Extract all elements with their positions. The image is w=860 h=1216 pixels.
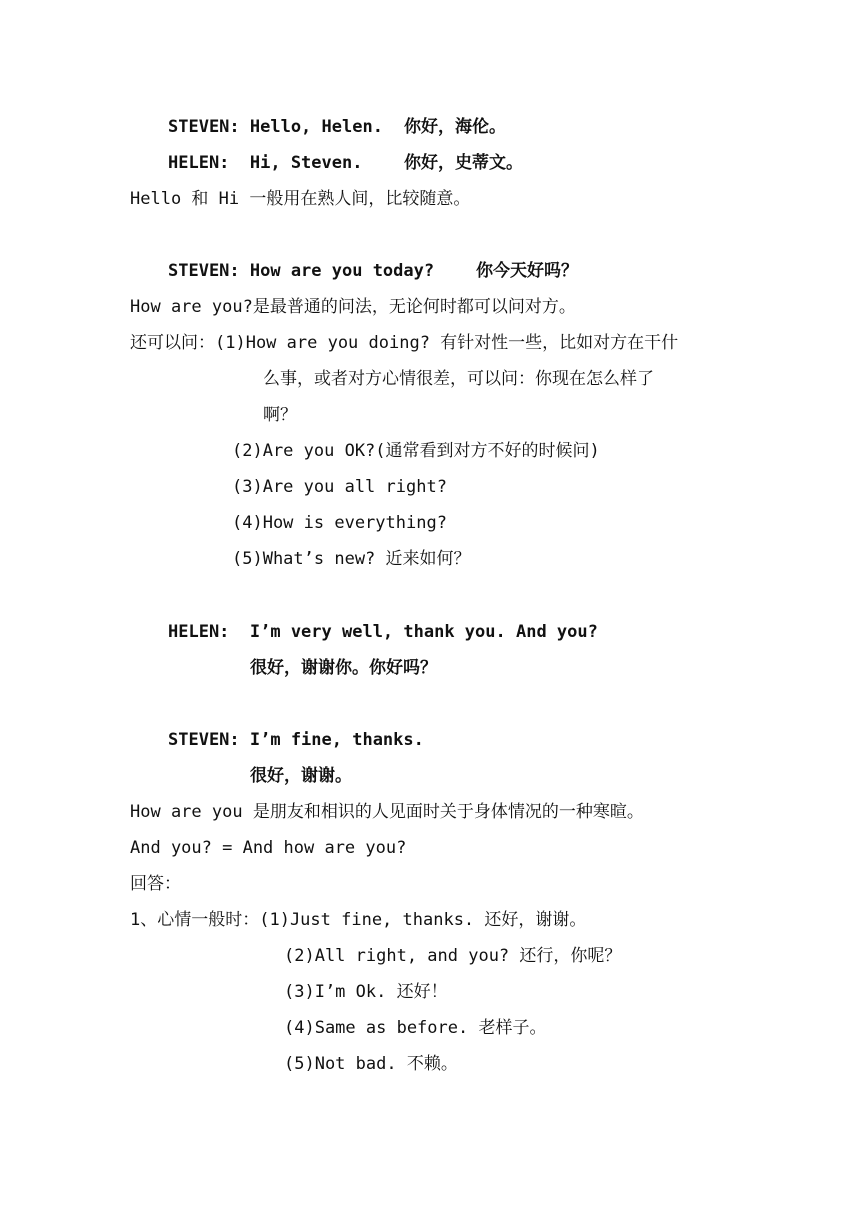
note-hello-hi: Hello 和 Hi 一般用在熟人间，比较随意。 <box>130 189 471 209</box>
alternative-1: 还可以问：(1)How are you doing? 有针对性一些，比如对方在干什 <box>130 333 679 353</box>
answer-2: (2)All right, and you? 还行，你呢？ <box>284 946 622 966</box>
translation-helen-hi: 你好，史蒂文。 <box>404 153 523 173</box>
dialogue-line-steven-how-are-you: STEVEN: How are you today? <box>168 261 435 281</box>
translation-steven-fine: 很好，谢谢。 <box>250 766 352 786</box>
answer-4: (4)Same as before. 老样子。 <box>284 1018 547 1038</box>
alternative-1-continued: 么事，或者对方心情很差，可以问：你现在怎么样了 <box>263 369 654 389</box>
answers-title: 回答： <box>130 874 181 894</box>
alternative-5: (5)What’s new? 近来如何？ <box>232 549 471 569</box>
dialogue-line-steven-hello: STEVEN: Hello, Helen. <box>168 117 383 137</box>
dialogue-line-steven-fine: STEVEN: I’m fine, thanks. <box>168 730 424 750</box>
answer-5: (5)Not bad. 不赖。 <box>284 1054 458 1074</box>
answer-1: 1、心情一般时：(1)Just fine, thanks. 还好，谢谢。 <box>130 910 587 930</box>
translation-helen-very-well: 很好，谢谢你。你好吗？ <box>250 658 437 678</box>
translation-steven-how-are-you: 你今天好吗？ <box>476 261 578 281</box>
note-how-are-you: How are you?是最普通的问法，无论何时都可以问对方。 <box>130 297 576 317</box>
alternative-1-continued-2: 啊？ <box>263 405 297 425</box>
note-and-you: And you? = And how are you? <box>130 838 407 858</box>
dialogue-line-helen-hi: HELEN: Hi, Steven. <box>168 153 363 173</box>
translation-steven-hello: 你好，海伦。 <box>404 117 506 137</box>
alternative-4: (4)How is everything? <box>232 513 447 533</box>
alternative-3: (3)Are you all right? <box>232 477 447 497</box>
note-greeting: How are you 是朋友和相识的人见面时关于身体情况的一种寒暄。 <box>130 802 644 822</box>
dialogue-line-helen-very-well: HELEN: I’m very well, thank you. And you? <box>168 622 598 642</box>
answer-3: (3)I’m Ok. 还好！ <box>284 982 448 1002</box>
alternative-2: (2)Are you OK?(通常看到对方不好的时候问) <box>232 441 600 461</box>
